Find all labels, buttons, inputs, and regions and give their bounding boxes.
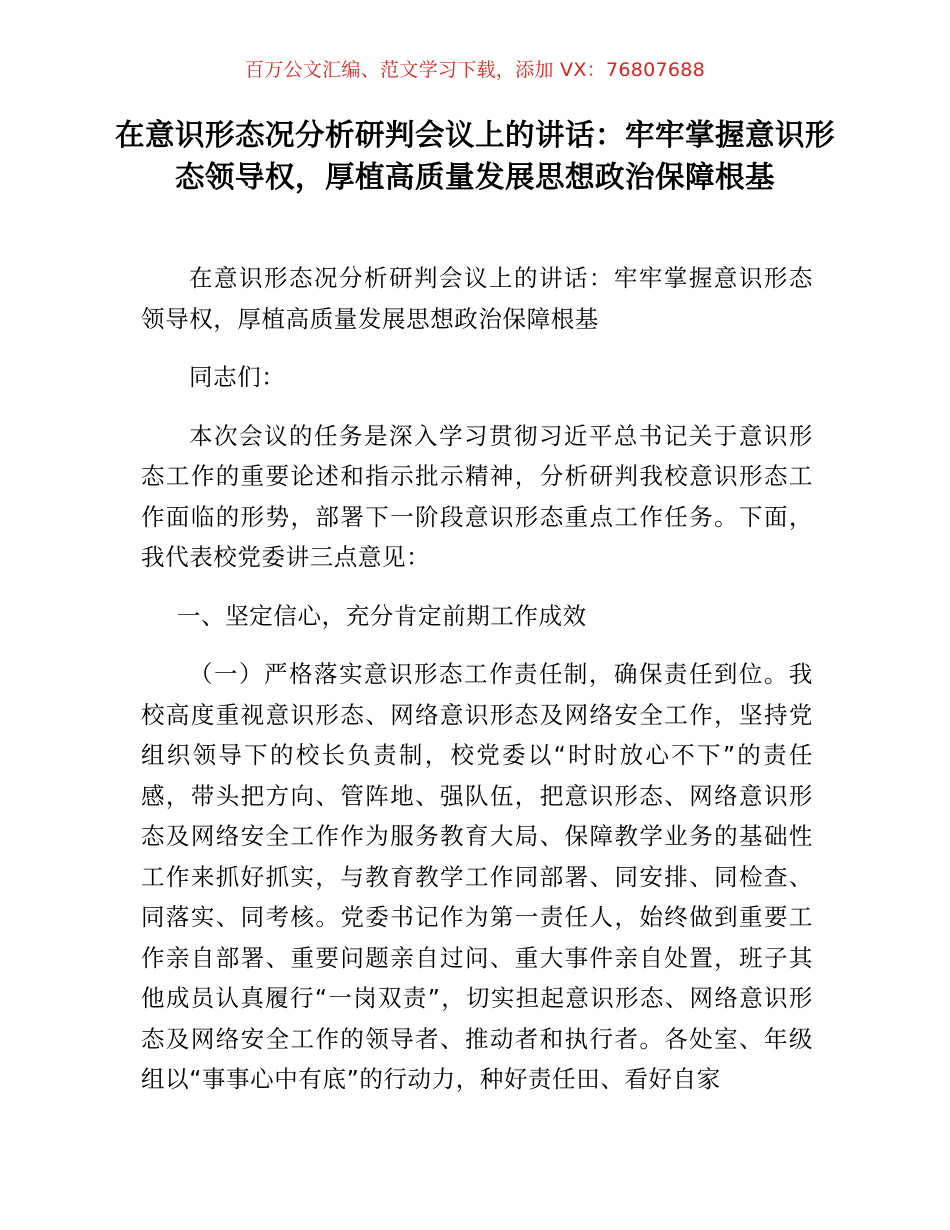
body-paragraph: （一）严格落实意识形态工作责任制，确保责任到位。我校高度重视意识形态、网络意识形态及网络安全工作，坚持党组织领导下的校长负责制，校党委以“时时放心不下”的责任感，带头把方向、管阵地、强队伍，把意识形态、网络意识形态及网络安全工作作为服务教育大局、保障教学业务的基础性工作来抓好抓实，与教育教学工作同部署、同安排、同检查、同落实、同考核。党委书记作为第一责任人，始终做到重要工作亲自部署、重要问题亲自过问、重大事件亲自处置，班子其他成员认真履行“一岗双责”，切实担起意识形态、网络意识形态及网络安全工作的领导者、推动者和执行者。各处室、年级组以“事事心中有底”的行动力，种好责任田、看好自家 (141, 660, 813, 1093)
salutation: 同志们： (189, 363, 286, 391)
subtitle-paragraph: 在意识形态况分析研判会议上的讲话：牢牢掌握意识形态领导权，厚植高质量发展思想政治保障根基 (141, 264, 813, 333)
document-body (141, 258, 813, 1100)
section-heading: 一、坚定信心，充分肯定前期工作成效 (177, 601, 587, 630)
document-title: 在意识形态况分析研判会议上的讲话：牢牢掌握意识形态领导权，厚植高质量发展思想政治保障根基 (114, 118, 835, 194)
header-banner: 百万公文汇编、范文学习下载，添加 VX：76807688 (244, 59, 706, 81)
intro-paragraph: 本次会议的任务是深入学习贯彻习近平总书记关于意识形态工作的重要论述和指示批示精神，分析研判我校意识形态工作面临的形势，部署下一阶段意识形态重点工作任务。下面，我代表校党委讲三点意见： (141, 421, 813, 571)
